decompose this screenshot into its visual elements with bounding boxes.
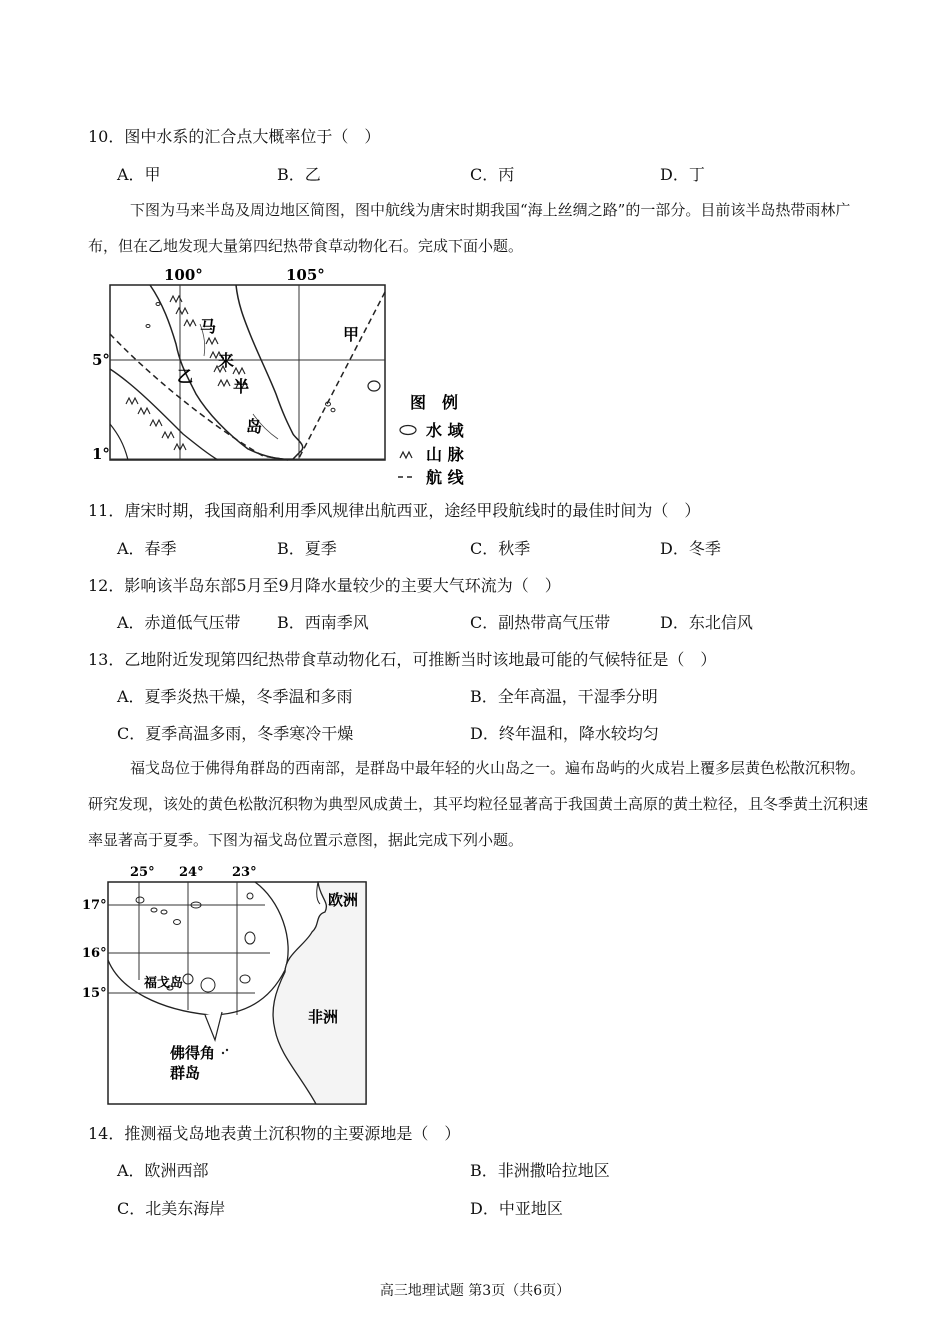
label-fogo: 福戈岛: [144, 976, 184, 991]
legend-title: 图 例: [410, 393, 459, 412]
legend-water: 水 域: [426, 421, 464, 440]
q10-option-d: D．丁: [660, 165, 705, 184]
legend-mountain: 山 脉: [426, 445, 464, 464]
q11-option-b: B．夏季: [277, 539, 337, 558]
q12-stem: 12．影响该半岛东部5月至9月降水量较少的主要大气环流为（ ）: [88, 576, 561, 595]
mountain-legend-icon: [400, 452, 412, 458]
label-ban: 半: [233, 377, 250, 396]
q14-option-b: B．非洲撒哈拉地区: [470, 1161, 610, 1180]
q10-option-b: B．乙: [277, 165, 321, 184]
q10-option-a: A．甲: [117, 165, 161, 184]
q11-option-d: D．冬季: [660, 539, 721, 558]
q12-option-b: B．西南季风: [277, 613, 369, 632]
passage-fogo-island: 福戈岛位于佛得角群岛的西南部，是群岛中最年轻的火山岛之一。遍布岛屿的火成岩上覆多层黄色松散沉积物。研究发现，该处的黄色松散沉积物为典型风成黄土，其平均粒径显著高于我国黄土高原的黄土粒径，且冬季黄土沉积速率显著高于夏季。下图为福戈岛位置示意图，据此完成下列小题。: [88, 759, 869, 849]
q13-option-a: A．夏季炎热干燥，冬季温和多雨: [117, 687, 353, 706]
lat-label-17: 17°: [82, 898, 107, 913]
q14-option-a: A．欧洲西部: [117, 1161, 209, 1180]
label-europe: 欧洲: [328, 891, 359, 909]
q11-option-a: A．春季: [117, 539, 177, 558]
passage-malay-peninsula: 下图为马来半岛及周边地区简图，图中航线为唐宋时期我国“海上丝绸之路”的一部分。目前该半岛热带雨林广布，但在乙地发现大量第四纪热带食草动物化石。完成下面小题。: [88, 201, 851, 255]
lon-label-24: 24°: [179, 865, 204, 880]
label-cape-verde-2: 群岛: [170, 1064, 201, 1082]
lon-label-25: 25°: [130, 865, 155, 880]
label-africa: 非洲: [308, 1008, 339, 1026]
label-yi: 乙: [177, 367, 194, 386]
q13-option-d: D．终年温和，降水较均匀: [470, 724, 659, 743]
lat-label-16: 16°: [82, 946, 107, 961]
water-legend-icon: [400, 426, 416, 435]
q13-stem: 13．乙地附近发现第四纪热带食草动物化石，可推断当时该地最可能的气候特征是（ ）: [88, 650, 717, 669]
malay-peninsula-map: [88, 264, 478, 494]
lat-label-1: 1°: [92, 445, 110, 463]
q12-option-a: A．赤道低气压带: [117, 613, 241, 632]
label-cape-verde-1: 佛得角: [170, 1044, 216, 1062]
legend-route: 航 线: [426, 468, 464, 487]
lon-label-105: 105°: [286, 266, 325, 284]
q12-option-d: D．东北信风: [660, 613, 753, 632]
q12-option-c: C．副热带高气压带: [470, 613, 611, 632]
label-jia: 甲: [343, 325, 360, 344]
page-footer: 高三地理试题 第3页（共6页）: [379, 1283, 571, 1299]
q11-stem: 11．唐宋时期，我国商船利用季风规律出航西亚，途经甲段航线时的最佳时间为（ ）: [88, 501, 701, 520]
q10-option-c: C．丙: [470, 165, 515, 184]
lon-label-100: 100°: [164, 266, 203, 284]
lat-label-15: 15°: [82, 986, 107, 1001]
fogo-island-map: [80, 860, 370, 1108]
q13-option-c: C．夏季高温多雨，冬季寒冷干燥: [117, 724, 354, 743]
label-ma: 马: [200, 317, 217, 336]
q10-stem: 10．图中水系的汇合点大概率位于（ ）: [88, 127, 381, 146]
q14-option-c: C．北美东海岸: [117, 1199, 226, 1218]
label-dao: 岛: [246, 417, 263, 436]
lat-label-5: 5°: [92, 351, 110, 369]
q13-option-b: B．全年高温，干湿季分明: [470, 687, 658, 706]
q11-option-c: C．秋季: [470, 539, 531, 558]
lon-label-23: 23°: [232, 865, 257, 880]
q14-option-d: D．中亚地区: [470, 1199, 563, 1218]
label-lai: 来: [218, 351, 235, 370]
q14-stem: 14．推测福戈岛地表黄土沉积物的主要源地是（ ）: [88, 1124, 461, 1143]
